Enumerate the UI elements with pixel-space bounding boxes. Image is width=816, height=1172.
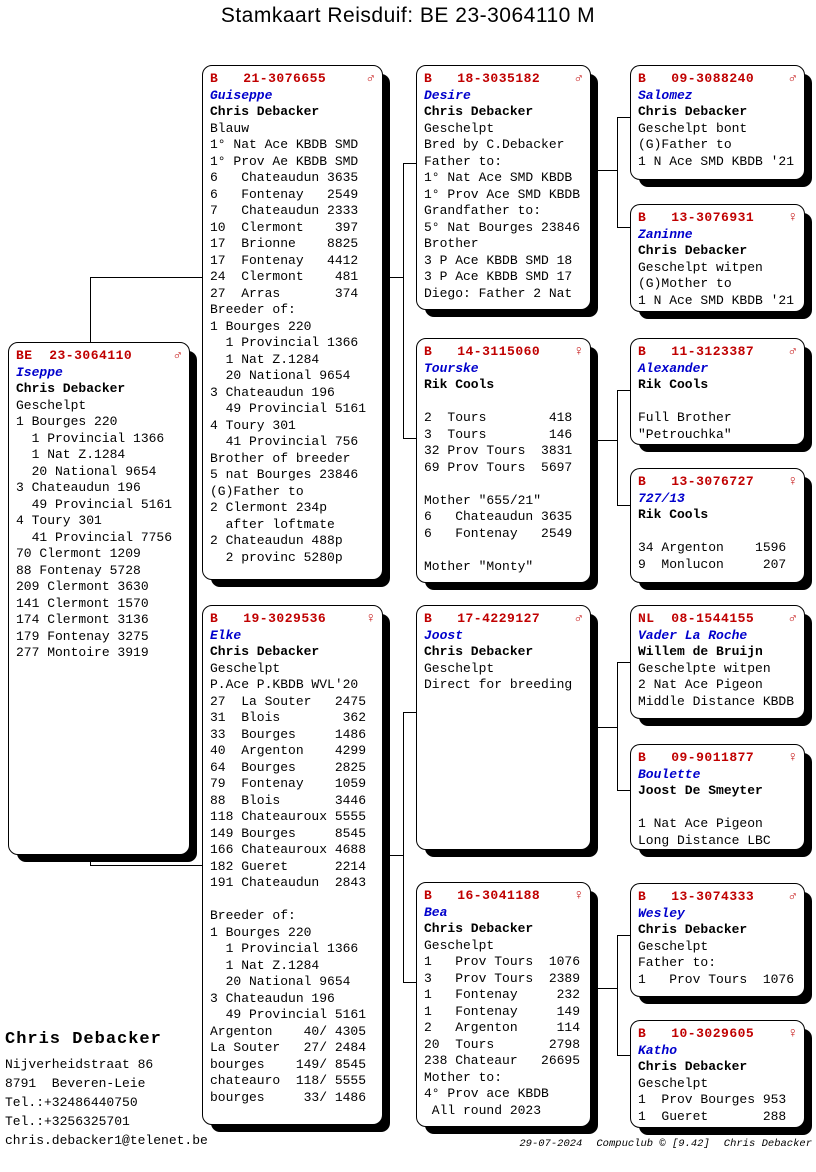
pedigree-line bbox=[638, 524, 797, 541]
pigeon-name: Alexander bbox=[638, 360, 709, 376]
sex-icon-male: ♂ bbox=[173, 348, 182, 364]
pedigree-line: chateauro 118/ 5555 bbox=[210, 1073, 367, 1088]
pedigree-line: All round 2023 bbox=[424, 1102, 542, 1118]
connector-line bbox=[617, 117, 631, 118]
connector-line bbox=[617, 935, 618, 1056]
connector-line bbox=[617, 390, 631, 391]
pedigree-line: 182 Gueret 2214 bbox=[210, 858, 367, 874]
owner-name: Chris Debacker bbox=[638, 104, 748, 119]
pedigree-line: 70 Clermont 1209 bbox=[16, 546, 141, 561]
pedigree-line: Mother "Monty" bbox=[424, 558, 534, 574]
ring-header bbox=[638, 889, 797, 906]
connector-line bbox=[383, 855, 404, 856]
pigeon-details bbox=[424, 938, 583, 1120]
owner-name: Chris Debacker bbox=[638, 922, 748, 937]
pedigree-line: 1 Nat Z.1284 bbox=[210, 957, 320, 973]
pedigree-line: Full Brother bbox=[638, 410, 732, 425]
pedigree-box-tourske bbox=[416, 338, 591, 583]
ring-number: BE 23-3064110 bbox=[16, 348, 133, 363]
pedigree-line: 2 Tours 418 bbox=[424, 410, 573, 425]
pedigree-box-boulette bbox=[630, 744, 805, 850]
pedigree-box-elke bbox=[202, 605, 383, 1125]
pedigree-line: 32 Prov Tours 3831 bbox=[424, 443, 573, 458]
pedigree-line: 191 Chateaudun 2843 bbox=[210, 875, 367, 890]
connector-line bbox=[617, 662, 618, 791]
ring-number: B 09-3088240 bbox=[638, 71, 755, 86]
connector-line bbox=[617, 227, 631, 228]
sex-icon-male: ♂ bbox=[366, 71, 375, 87]
pedigree-line: Tel.:+3256325701 bbox=[5, 1114, 130, 1129]
owner-name: Rik Cools bbox=[638, 377, 709, 392]
pedigree-line: 277 Montoire 3919 bbox=[16, 645, 149, 660]
pedigree-line: 64 Bourges 2825 bbox=[210, 759, 367, 775]
owner-name: Chris Debacker bbox=[424, 644, 534, 659]
pedigree-line: 49 Provincial 5161 bbox=[210, 401, 367, 416]
ring-number: B 13-3074333 bbox=[638, 889, 755, 904]
sex-icon-male: ♂ bbox=[574, 71, 583, 87]
ring-number: B 17-4229127 bbox=[424, 611, 541, 626]
pigeon-name: 727/13 bbox=[638, 490, 685, 506]
pedigree-line: 5 nat Bourges 23846 bbox=[210, 467, 359, 482]
pigeon-name: Guiseppe bbox=[210, 87, 273, 103]
pedigree-line: 79 Fontenay 1059 bbox=[210, 776, 367, 791]
pedigree-line: 69 Prov Tours 5697 bbox=[424, 459, 573, 475]
pedigree-line: 1 Nat Ace Pigeon bbox=[638, 816, 763, 831]
pedigree-line: P.Ace P.KBDB WVL'20 bbox=[210, 677, 359, 692]
pedigree-line: chris.debacker1@telenet.be bbox=[5, 1133, 208, 1148]
pedigree-line: 88 Fontenay 5728 bbox=[16, 562, 141, 578]
pedigree-line: 20 National 9654 bbox=[16, 463, 157, 479]
owner-name: Joost De Smeyter bbox=[638, 783, 763, 798]
pigeon-details bbox=[210, 121, 375, 567]
pedigree-line: Geschelpt witpen bbox=[638, 259, 763, 275]
owner-contact-lines bbox=[5, 1055, 208, 1150]
pedigree-line: 27 Arras 374 bbox=[210, 285, 359, 301]
pedigree-line: Geschelpt bbox=[638, 938, 709, 954]
pedigree-line: Father to: bbox=[424, 153, 503, 169]
pedigree-line: 34 Argenton 1596 bbox=[638, 540, 787, 555]
pedigree-line: 20 Tours 2798 bbox=[424, 1036, 581, 1052]
connector-line bbox=[403, 163, 404, 439]
pedigree-line: 238 Chateaur 26695 bbox=[424, 1053, 581, 1068]
ring-header bbox=[638, 611, 797, 628]
pedigree-line: La Souter 27/ 2484 bbox=[210, 1040, 367, 1055]
pedigree-line: 3 Chateaudun 196 bbox=[210, 384, 335, 400]
pedigree-line: Grandfather to: bbox=[424, 203, 542, 218]
pedigree-line: 1 Nat Z.1284 bbox=[210, 351, 320, 367]
owner-name: Chris Debacker bbox=[638, 1059, 748, 1074]
pedigree-line: 3 Tours 146 bbox=[424, 426, 573, 442]
pedigree-line: bourges 33/ 1486 bbox=[210, 1089, 367, 1105]
owner-name: Chris Debacker bbox=[210, 644, 320, 659]
connector-line bbox=[592, 988, 617, 989]
ring-number: B 10-3029605 bbox=[638, 1026, 755, 1041]
ring-header bbox=[638, 344, 797, 361]
owner-name: Chris Debacker bbox=[16, 381, 126, 396]
pedigree-line: 1 Bourges 220 bbox=[210, 924, 312, 940]
pedigree-line: 3 Chateaudun 196 bbox=[210, 990, 335, 1006]
pedigree-line: Breeder of: bbox=[210, 302, 296, 317]
ring-header bbox=[424, 611, 583, 628]
pedigree-line: 1 Nat Z.1284 bbox=[16, 447, 126, 462]
pedigree-line bbox=[638, 394, 797, 411]
pedigree-line bbox=[424, 476, 583, 493]
pigeon-name: Elke bbox=[210, 627, 242, 643]
pedigree-line: "Petrouchka" bbox=[638, 426, 732, 442]
sex-icon-male: ♂ bbox=[788, 71, 797, 87]
pedigree-box-guiseppe bbox=[202, 65, 383, 580]
connector-line bbox=[403, 982, 417, 983]
ring-number: B 19-3029536 bbox=[210, 611, 327, 626]
pedigree-line: Breeder of: bbox=[210, 908, 296, 923]
pedigree-line: 6 Chateaudun 3635 bbox=[424, 509, 573, 524]
pedigree-line: Diego: Father 2 Nat bbox=[424, 285, 573, 301]
pedigree-line: (G)Father to bbox=[210, 483, 304, 499]
sex-icon-female: ♀ bbox=[788, 474, 797, 490]
pedigree-line: 1 Gueret 288 bbox=[638, 1108, 787, 1124]
ring-header bbox=[638, 210, 797, 227]
pedigree-line: 1 Provincial 1366 bbox=[16, 430, 165, 446]
pedigree-box-desire bbox=[416, 65, 591, 310]
pedigree-line: 20 National 9654 bbox=[210, 368, 351, 383]
connector-line bbox=[617, 935, 631, 936]
pedigree-box-bea bbox=[416, 882, 591, 1127]
pedigree-line: 1 Bourges 220 bbox=[210, 318, 312, 334]
sex-icon-male: ♂ bbox=[574, 611, 583, 627]
ring-number: B 16-3041188 bbox=[424, 888, 541, 903]
pedigree-line: 1 Provincial 1366 bbox=[210, 335, 359, 350]
ring-header bbox=[638, 750, 797, 767]
pigeon-details bbox=[424, 661, 583, 694]
pedigree-line: 3 Chateaudun 196 bbox=[16, 480, 141, 495]
ring-number: NL 08-1544155 bbox=[638, 611, 755, 626]
pedigree-line: 27 La Souter 2475 bbox=[210, 693, 367, 709]
pigeon-details bbox=[424, 121, 583, 303]
pedigree-line: 166 Chateauroux 4688 bbox=[210, 842, 367, 857]
pedigree-line: Brother bbox=[424, 236, 479, 251]
connector-line bbox=[90, 277, 202, 278]
pedigree-line: 3 P Ace KBDB SMD 18 bbox=[424, 252, 573, 268]
pedigree-line: 179 Fontenay 3275 bbox=[16, 628, 149, 644]
ring-header bbox=[424, 344, 583, 361]
pedigree-line: Geschelpte witpen bbox=[638, 660, 771, 676]
pigeon-details bbox=[210, 661, 375, 1107]
pigeon-details bbox=[638, 260, 797, 310]
pigeon-name: Katho bbox=[638, 1042, 678, 1058]
pedigree-line: 40 Argenton 4299 bbox=[210, 743, 367, 758]
sex-icon-female: ♀ bbox=[574, 888, 583, 904]
pedigree-line: Direct for breeding bbox=[424, 677, 573, 692]
connector-line bbox=[592, 170, 617, 171]
pedigree-line: (G)Mother to bbox=[638, 276, 732, 291]
connector-line bbox=[617, 390, 618, 506]
connector-line bbox=[617, 1055, 631, 1056]
pedigree-line: Tel.:+32486440750 bbox=[5, 1095, 138, 1110]
pedigree-line: 1 Provincial 1366 bbox=[210, 941, 359, 956]
pigeon-name: Salomez bbox=[638, 87, 693, 103]
pigeon-name: Zaninne bbox=[638, 226, 693, 242]
pedigree-line: 6 Fontenay 2549 bbox=[210, 186, 359, 202]
ring-header bbox=[210, 611, 375, 628]
footer-date: 29-07-2024 bbox=[519, 1138, 583, 1150]
pedigree-line: Argenton 40/ 4305 bbox=[210, 1023, 367, 1039]
pigeon-details bbox=[638, 121, 797, 171]
pedigree-line bbox=[424, 394, 583, 411]
pedigree-line: 174 Clermont 3136 bbox=[16, 612, 149, 627]
pigeon-details bbox=[638, 800, 797, 850]
owner-name: Chris Debacker bbox=[424, 921, 534, 936]
pedigree-line bbox=[638, 800, 797, 817]
pedigree-line: 209 Clermont 3630 bbox=[16, 579, 149, 594]
connector-line bbox=[403, 712, 417, 713]
ring-header bbox=[424, 71, 583, 88]
pedigree-line: 1° Prov Ae KBDB SMD bbox=[210, 153, 359, 169]
connector-line bbox=[403, 712, 404, 983]
pedigree-line: 49 Provincial 5161 bbox=[16, 496, 173, 512]
pedigree-line: Geschelpt bbox=[638, 1075, 709, 1091]
ring-number: B 09-9011877 bbox=[638, 750, 755, 765]
pigeon-details bbox=[424, 394, 583, 576]
ring-number: B 13-3076931 bbox=[638, 210, 755, 225]
pedigree-line: Geschelpt bbox=[210, 660, 281, 676]
pedigree-line: 9 Monlucon 207 bbox=[638, 556, 787, 572]
connector-line bbox=[617, 505, 631, 506]
sex-icon-female: ♀ bbox=[574, 344, 583, 360]
pedigree-line: 24 Clermont 481 bbox=[210, 269, 359, 284]
pedigree-line: 6 Fontenay 2549 bbox=[424, 525, 573, 541]
connector-line bbox=[403, 438, 417, 439]
pigeon-details bbox=[638, 1076, 797, 1126]
ring-header bbox=[638, 71, 797, 88]
sex-icon-male: ♂ bbox=[788, 889, 797, 905]
pedigree-line: 3 Prov Tours 2389 bbox=[424, 970, 581, 986]
pedigree-box-727-13 bbox=[630, 468, 805, 583]
pedigree-line: 1 Fontenay 149 bbox=[424, 1003, 581, 1019]
owner-contact-block bbox=[5, 1030, 208, 1150]
pedigree-line: 118 Chateauroux 5555 bbox=[210, 809, 367, 824]
pedigree-line: 8791 Beveren-Leie bbox=[5, 1076, 146, 1091]
pedigree-line: 1 Prov Bourges 953 bbox=[638, 1092, 787, 1107]
pedigree-line: 4° Prov ace KBDB bbox=[424, 1086, 549, 1101]
connector-line bbox=[90, 277, 91, 343]
sex-icon-female: ♀ bbox=[788, 1026, 797, 1042]
owner-name: Chris Debacker bbox=[424, 104, 534, 119]
pedigree-line: bourges 149/ 8545 bbox=[210, 1056, 367, 1072]
page-title: Stamkaart Reisduif: BE 23-3064110 M bbox=[220, 4, 596, 27]
pigeon-details bbox=[16, 398, 182, 662]
pigeon-name: Boulette bbox=[638, 766, 701, 782]
pigeon-details bbox=[638, 524, 797, 574]
pedigree-line: 49 Provincial 5161 bbox=[210, 1007, 367, 1022]
pedigree-line: 1 Prov Tours 1076 bbox=[638, 971, 795, 987]
pedigree-line: after loftmate bbox=[210, 516, 335, 532]
pedigree-line: 1 Bourges 220 bbox=[16, 414, 118, 429]
pedigree-line bbox=[210, 892, 375, 909]
pedigree-line: Middle Distance KBDB bbox=[638, 693, 795, 709]
ring-number: B 21-3076655 bbox=[210, 71, 327, 86]
pigeon-details bbox=[638, 394, 797, 444]
pedigree-line: (G)Father to bbox=[638, 137, 732, 152]
pedigree-box-alexander bbox=[630, 338, 805, 445]
pedigree-line: 3 P Ace KBDB SMD 17 bbox=[424, 269, 573, 284]
pigeon-details bbox=[638, 661, 797, 711]
pedigree-line: 1 Fontenay 232 bbox=[424, 987, 581, 1002]
connector-line bbox=[403, 163, 417, 164]
ring-number: B 18-3035182 bbox=[424, 71, 541, 86]
pedigree-line: 6 Chateaudun 3635 bbox=[210, 170, 359, 185]
pedigree-line: 17 Brionne 8825 bbox=[210, 236, 359, 251]
pedigree-line: Bred by C.Debacker bbox=[424, 137, 565, 152]
connector-line bbox=[617, 662, 631, 663]
pedigree-line: 2 Clermont 234p bbox=[210, 500, 328, 515]
pigeon-details bbox=[638, 939, 797, 989]
ring-number: B 13-3076727 bbox=[638, 474, 755, 489]
pigeon-name: Wesley bbox=[638, 905, 685, 921]
footer bbox=[519, 1138, 812, 1150]
pedigree-line: 1 N Ace SMD KBDB '21 bbox=[638, 153, 795, 169]
pedigree-line: Geschelpt bbox=[424, 937, 495, 953]
sex-icon-female: ♀ bbox=[366, 611, 375, 627]
sex-icon-male: ♂ bbox=[788, 611, 797, 627]
pedigree-box-joost bbox=[416, 605, 591, 850]
connector-line bbox=[617, 790, 631, 791]
pedigree-line: 1° Nat Ace SMD KBDB bbox=[424, 170, 573, 185]
pedigree-line: 31 Blois 362 bbox=[210, 710, 367, 725]
pedigree-line: 1° Nat Ace KBDB SMD bbox=[210, 137, 359, 152]
ring-number: B 14-3115060 bbox=[424, 344, 541, 359]
pedigree-line: 7 Chateaudun 2333 bbox=[210, 203, 359, 218]
pedigree-line: 88 Blois 3446 bbox=[210, 792, 367, 808]
pedigree-line: 1 N Ace SMD KBDB '21 bbox=[638, 292, 795, 308]
connector-line bbox=[90, 865, 202, 866]
pedigree-line: 41 Provincial 7756 bbox=[16, 529, 173, 545]
pedigree-line: 20 National 9654 bbox=[210, 974, 351, 989]
pedigree-line bbox=[424, 542, 583, 559]
pedigree-line: Geschelpt bbox=[424, 660, 495, 676]
pigeon-name: Vader La Roche bbox=[638, 627, 748, 643]
pedigree-line: 1° Prov Ace SMD KBDB bbox=[424, 186, 581, 202]
pedigree-line: Geschelpt bbox=[424, 120, 495, 136]
pedigree-line: 1 Prov Tours 1076 bbox=[424, 954, 581, 969]
pedigree-line: Mother to: bbox=[424, 1069, 503, 1085]
pedigree-line: Blauw bbox=[210, 120, 250, 136]
pedigree-line: 5° Nat Bourges 23846 bbox=[424, 219, 581, 235]
pedigree-line: 4 Toury 301 bbox=[210, 417, 296, 433]
owner-name: Rik Cools bbox=[638, 507, 709, 522]
footer-user: Chris Debacker bbox=[723, 1138, 812, 1150]
owner-name: Chris Debacker bbox=[210, 104, 320, 119]
pigeon-name: Joost bbox=[424, 627, 464, 643]
pedigree-line: 2 Nat Ace Pigeon bbox=[638, 677, 763, 692]
connector-line bbox=[383, 277, 404, 278]
pedigree-line: 33 Bourges 1486 bbox=[210, 726, 367, 742]
pigeon-name: Iseppe bbox=[16, 364, 63, 380]
ring-header bbox=[638, 1026, 797, 1043]
ring-header bbox=[16, 348, 182, 365]
pedigree-line: 2 provinc 5280p bbox=[210, 549, 343, 565]
pedigree-line: Geschelpt bbox=[16, 397, 87, 413]
pedigree-box-iseppe bbox=[8, 342, 190, 855]
pedigree-line: 10 Clermont 397 bbox=[210, 219, 359, 235]
pedigree-box-katho bbox=[630, 1020, 805, 1128]
pedigree-line: Long Distance LBC bbox=[638, 832, 771, 848]
pigeon-name: Desire bbox=[424, 87, 471, 103]
pedigree-line: 2 Argenton 114 bbox=[424, 1020, 581, 1035]
owner-block-name: Chris Debacker bbox=[5, 1030, 162, 1049]
pedigree-line: 149 Bourges 8545 bbox=[210, 825, 367, 841]
pedigree-box-salomez bbox=[630, 65, 805, 180]
ring-header bbox=[424, 888, 583, 905]
pedigree-line: 2 Chateaudun 488p bbox=[210, 533, 343, 548]
pedigree-line: 17 Fontenay 4412 bbox=[210, 252, 359, 268]
pedigree-box-vader-la-roche bbox=[630, 605, 805, 719]
connector-line bbox=[592, 727, 617, 728]
pedigree-line: Brother of breeder bbox=[210, 450, 351, 466]
pedigree-box-wesley bbox=[630, 883, 805, 997]
footer-program: Compuclub © [9.42] bbox=[596, 1138, 710, 1150]
pedigree-box-zaninne bbox=[630, 204, 805, 312]
pedigree-line: 41 Provincial 756 bbox=[210, 434, 359, 449]
connector-line bbox=[592, 440, 617, 441]
pigeon-name: Bea bbox=[424, 904, 448, 920]
owner-name: Rik Cools bbox=[424, 377, 495, 392]
pedigree-line: Father to: bbox=[638, 955, 717, 970]
sex-icon-female: ♀ bbox=[788, 210, 797, 226]
sex-icon-female: ♀ bbox=[788, 750, 797, 766]
ring-header bbox=[638, 474, 797, 491]
pedigree-line: Nijverheidstraat 86 bbox=[5, 1057, 154, 1072]
ring-number: B 11-3123387 bbox=[638, 344, 755, 359]
owner-name: Chris Debacker bbox=[638, 243, 748, 258]
pedigree-line: 141 Clermont 1570 bbox=[16, 595, 149, 611]
pedigree-line: Mother "655/21" bbox=[424, 492, 542, 508]
owner-name: Willem de Bruijn bbox=[638, 644, 763, 659]
ring-header bbox=[210, 71, 375, 88]
sex-icon-male: ♂ bbox=[788, 344, 797, 360]
connector-line bbox=[617, 117, 618, 228]
pedigree-line: Geschelpt bont bbox=[638, 120, 748, 136]
pigeon-name: Tourske bbox=[424, 360, 479, 376]
pedigree-line: 4 Toury 301 bbox=[16, 513, 102, 528]
